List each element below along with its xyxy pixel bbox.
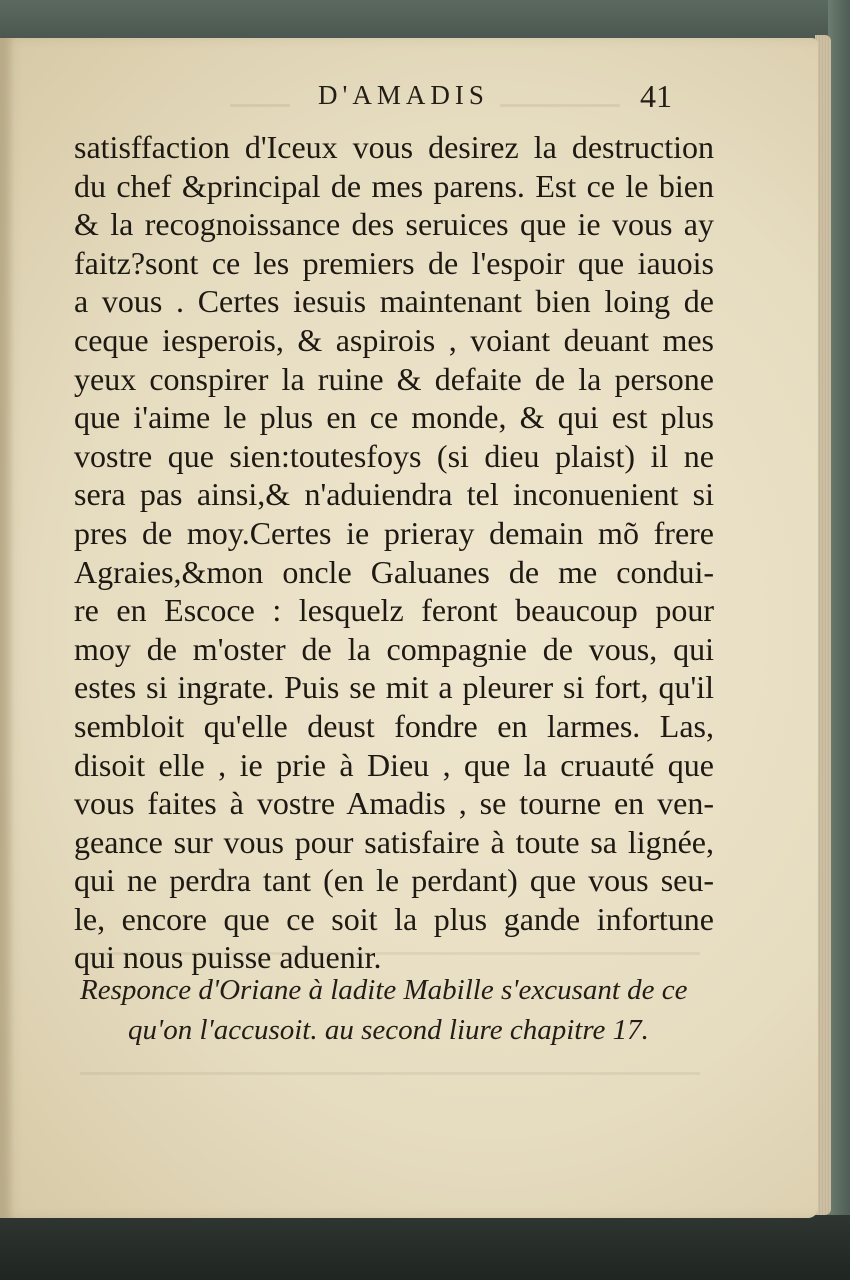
background-bottom	[0, 1215, 850, 1280]
section-caption	[80, 970, 700, 1050]
text-line: du chef &principal de mes parens. Est ce le bien	[74, 167, 714, 204]
text-line: pres de moy.Certes ie prieray demain mõ frere	[74, 514, 714, 551]
text-line: Agraies,&mon oncle Galuanes de me condui-	[74, 553, 714, 590]
text-line: sembloit qu'elle deust fondre en larmes. Las,	[74, 707, 714, 744]
text-line: moy de m'oster de la compagnie de vous, qui	[74, 630, 714, 667]
text-line: estes si ingrate. Puis se mit a pleurer si fort, qu'il	[74, 669, 714, 706]
text-line: qui nous puisse aduenir.	[74, 939, 382, 976]
page-number: 41	[640, 78, 672, 114]
text-line: yeux conspirer la ruine & defaite de la persone	[74, 360, 714, 397]
text-line: vostre que sien:toutesfoys (si dieu plaist) il ne	[74, 437, 714, 474]
bleed-through-mark	[230, 84, 290, 107]
background-top	[0, 0, 850, 40]
running-head: D'AMADIS	[318, 80, 489, 110]
bleed-through-mark	[500, 84, 620, 107]
text-line: disoit elle , ie prie à Dieu , que la cruauté que	[74, 746, 714, 783]
text-line: que i'aime le plus en ce monde, & qui est plus	[74, 399, 714, 436]
text-line: a vous . Certes iesuis maintenant bien loing de	[74, 283, 714, 320]
text-line: ceque iesperois, & aspirois , voiant deuant mes	[74, 321, 714, 358]
text-line: satisffaction d'Iceux vous desirez la destruction	[74, 129, 714, 165]
background-right	[828, 0, 850, 1280]
caption-line: Responce d'Oriane à ladite Mabille s'excusant de ce	[80, 974, 688, 1006]
page-gutter-shadow	[0, 38, 14, 1218]
body-text	[74, 128, 714, 977]
text-line: qui ne perdra tant (en le perdant) que vous seu-	[74, 862, 714, 899]
text-line: geance sur vous pour satisfaire à toute sa lignée,	[74, 823, 714, 860]
text-line: sera pas ainsi,& n'aduiendra tel inconuenient si	[74, 476, 714, 513]
text-line: vous faites à vostre Amadis , se tourne en ven-	[74, 785, 714, 822]
caption-line: qu'on l'accusoit. au second liure chapitre 17.	[128, 1014, 649, 1046]
text-line: re en Escoce : lesquelz feront beaucoup pour	[74, 592, 714, 629]
bleed-through-mark	[80, 1050, 700, 1075]
text-line: faitz?sont ce les premiers de l'espoir que iauois	[74, 244, 714, 281]
text-line: & la recognoissance des seruices que ie vous ay	[74, 206, 714, 243]
text-line: le, encore que ce soit la plus gande infortune	[74, 900, 714, 937]
